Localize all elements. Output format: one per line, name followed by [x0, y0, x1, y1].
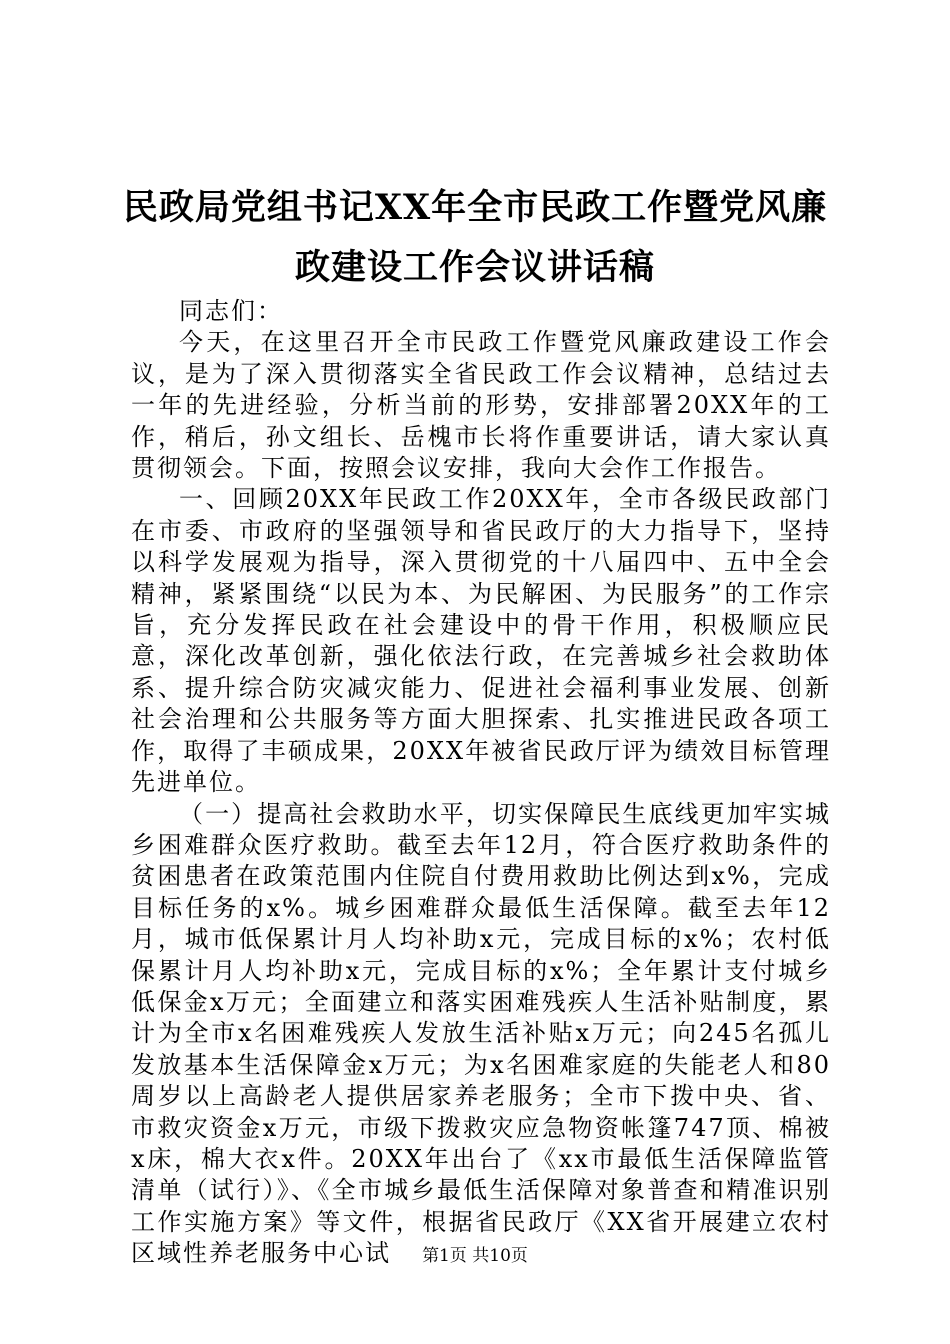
document-title-line-1: 民政局党组书记XX年全市民政工作暨党风廉 — [122, 187, 828, 228]
paragraph-intro: 今天，在这里召开全市民政工作暨党风廉政建设工作会议，是为了深入贯彻落实全省民政工作会议精神，总结过去一年的先进经验，分析当前的形势，安排部署20XX年的工作，稍后，孙文组长、岳槐市长将作重要讲话，请大家认真贯彻领会。下面，按照会议安排，我向大会作工作报告。 — [131, 328, 831, 483]
paragraph-subsection-one: （一）提高社会救助水平，切实保障民生底线更加牢实城乡困难群众医疗救助。截至去年12月，符合医疗救助条件的贫困患者在政策范围内住院自付费用救助比例达到x%，完成目标任务的x%。城乡困难群众最低生活保障。截至去年12月，城市低保累计月人均补助x元，完成目标的x%；农村低保累计月人均补助x元，完成目标的x%；全年累计支付城乡低保金x万元；全面建立和落实困难残疾人生活补贴制度，累计为全市x名困难残疾人发放生活补贴x万元；向245名孤儿发放基本生活保障金x万元；为x名困难家庭的失能老人和80周岁以上高龄老人提供居家养老服务；全市下拨中央、省、市救灾资金x万元，市级下拨救灾应急物资帐篷747顶、棉被x床，棉大衣x件。20XX年出台了《xx市最低生活保障监管清单（试行）》、《全市城乡最低生活保障对象普查和精准识别工作实施方案》等文件，根据省民政厅《XX省开展建立农村区域性养老服务中心试 — [131, 799, 831, 1268]
paragraph-section-one: 一、回顾20XX年民政工作20XX年，全市各级民政部门在市委、市政府的坚强领导和省民政厅的大力指导下，坚持以科学发展观为指导，深入贯彻党的十八届四中、五中全会精神，紧紧围绕“以民为本、为民解困、为民服务”的工作宗旨，充分发挥民政在社会建设中的骨干作用，积极顺应民意，深化改革创新，强化依法行政，在完善城乡社会救助体系、提升综合防灾减灾能力、促进社会福利事业发展、创新社会治理和公共服务等方面大胆探索、扎实推进民政各项工作，取得了丰硕成果，20XX年被省民政厅评为绩效目标管理先进单位。 — [131, 485, 831, 797]
page-number-footer: 第1页 共10页 — [422, 1246, 528, 1266]
salutation: 同志们： — [179, 297, 283, 325]
document-title-line-2: 政建设工作会议讲话稿 — [294, 247, 655, 288]
document-body — [131, 296, 831, 1270]
